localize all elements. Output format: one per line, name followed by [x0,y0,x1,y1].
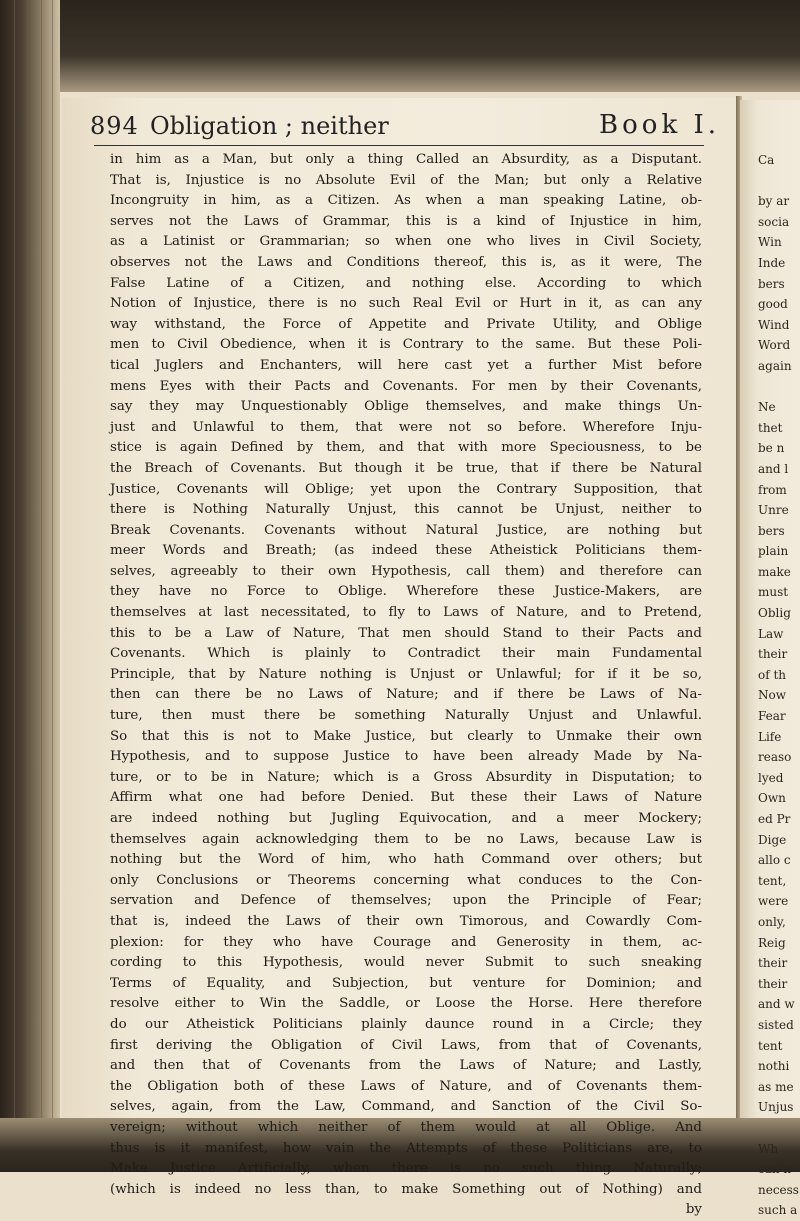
text-line: vereign; without which neither of them would at all Oblige. And [110,1119,702,1135]
margin-word: Wh [758,1141,779,1156]
text-line: ture, then must there be something Naturally Unjust and Unlawful. [110,708,702,724]
margin-word: lyed [758,770,784,785]
text-line: that is, indeed the Laws of their own Timorous, and Cowardly Com- [110,913,702,929]
text-line: serves not the Laws of Grammar, this is a kind of Injustice in him, [110,213,702,229]
text-line: do our Atheistick Politicians plainly daunce round in a Circle; they [110,1016,702,1032]
scan-top-edge [0,0,800,92]
text-line: in him as a Man, but only a thing Called an Absurdity, as a Disputant. [110,152,702,167]
margin-word: Life [758,729,782,744]
text-line: first deriving the Obligation of Civil Laws, from that of Covenants, [110,1037,702,1053]
text-line: there is Nothing Naturally Unjust, this cannot be Unjust, neither to [110,502,702,518]
margin-word: Now [758,688,786,703]
text-line: men to Civil Obedience, when it is Contrary to the same. But these Poli- [110,337,702,353]
text-line: they have no Force to Oblige. Wherefore these Justice-Makers, are [110,584,702,600]
margin-word [758,171,798,192]
margin-word: reaso [758,750,792,765]
text-line: Notion of Injustice, there is no such Real Evil or Hurt in it, as can any [110,296,702,312]
text-line: Terms of Equality, and Subjection, but venture for Dominion; and [110,975,702,991]
margin-word: Reig [758,935,786,950]
margin-word: Ne [758,400,776,415]
text-line: and then that of Covenants from the Laws of Nature; and Lastly, [110,1058,702,1074]
text-line: way withstand, the Force of Appetite and Private Utility, and Oblige [110,316,702,332]
margin-word: and l [758,461,789,476]
margin-word: good [758,297,788,312]
margin-word: their [758,956,788,971]
text-line: Break Covenants. Covenants without Natural Justice, are nothing but [110,522,702,538]
margin-word [758,377,798,398]
margin-word: can n [758,1162,792,1177]
book-label: Book I. [599,110,720,140]
text-line: Incongruity in him, as a Citizen. As when a man speaking Latine, ob- [110,193,702,209]
margin-word: tent [758,1038,783,1053]
margin-word: their [758,976,788,991]
margin-word: Oblig [758,606,791,621]
margin-word: bers [758,523,785,538]
margin-word: only, [758,914,786,929]
margin-word: from [758,482,787,497]
body-text [110,150,702,1221]
margin-word: Dige [758,832,787,847]
text-line: mens Eyes with their Pacts and Covenants. For men by their Covenants, [110,378,702,394]
text-line: this to be a Law of Nature, That men should Stand to their Pacts and [110,625,702,641]
margin-word: socia [758,214,790,229]
text-line: thus is it manifest, how vain the Attempts of these Politicians are, to [110,1140,702,1156]
margin-word [758,1118,798,1139]
margin-word: were [758,894,789,909]
text-line: meer Words and Breath; (as indeed these Atheistick Politicians them- [110,543,702,559]
text-line: themselves at last necessitated, to fly to Laws of Nature, and to Pretend, [110,605,702,621]
margin-word: such a [758,1203,798,1218]
header-rule [94,145,704,146]
text-line: themselves again acknowledging them to be no Laws, because Law is [110,831,702,847]
text-line: selves, agreeably to their own Hypothesis, call them) and therefore can [110,563,702,579]
margin-word: Inde [758,255,786,270]
margin-word: nothi [758,1059,790,1074]
text-line: say they may Unquestionably Oblige themselves, and make things Un- [110,399,702,415]
spine-fiber-line [14,0,15,1172]
margin-word: must [758,585,789,600]
text-line: only Conclusions or Theorems concerning what conduces to the Con- [110,872,702,888]
margin-word: Fear [758,709,786,724]
margin-word: be n [758,441,785,456]
text-line: (which is indeed no less than, to make Something out of Nothing) and [110,1181,702,1197]
margin-word: plain [758,544,789,559]
margin-word: Wind [758,317,790,332]
spine-fiber-line [41,0,42,1172]
margin-word: tent, [758,873,787,888]
text-line: observes not the Laws and Conditions thereof, this is, as it were, The [110,254,702,270]
margin-word: again [758,358,792,373]
text-line: as a Latinist or Grammarian; so when one who lives in Civil Society, [110,234,702,250]
margin-word: sisted [758,1017,794,1032]
page-number: 894 [90,112,139,140]
text-line: Justice, Covenants will Oblige; yet upon the Contrary Supposition, that [110,481,702,497]
margin-word: Law [758,626,784,641]
text-line: Principle, that by Nature nothing is Unjust or Unlawful; for if it be so, [110,666,702,682]
text-line: by [685,1202,702,1218]
margin-word: allo c [758,853,791,868]
text-line: So that this is not to Make Justice, but clearly to Unmake their own [110,728,702,744]
text-line: ture, or to be in Nature; which is a Gross Absurdity in Disputation; to [110,769,702,785]
text-line: That is, Injustice is no Absolute Evil of the Man; but only a Relative [110,172,702,188]
text-line: False Latine of a Citizen, and nothing else. According to which [110,275,702,291]
text-line: Affirm what one had before Denied. But these their Laws of Nature [110,790,702,806]
margin-word: Unre [758,503,789,518]
text-line: cording to this Hypothesis, would never Submit to such sneaking [110,955,702,971]
text-line: the Breach of Covenants. But though it be true, that if there be Natural [110,460,702,476]
margin-word: by ar [758,194,790,209]
text-line: just and Unlawful to them, that were not so before. Wherefore Inju- [110,419,702,435]
text-line: servation and Defence of themselves; upon the Principle of Fear; [110,893,702,909]
text-line: Covenants. Which is plainly to Contradict their main Fundamental [110,646,702,662]
text-line: nothing but the Word of him, who hath Command over others; but [110,852,702,868]
margin-word: make [758,564,791,579]
text-line: stice is again Defined by them, and that with more Speciousness, to be [110,440,702,456]
margin-word: as me [758,1079,794,1094]
spine-fiber-line [52,0,53,1172]
text-line: selves, again, from the Law, Command, and Sanction of the Civil So- [110,1099,702,1115]
margin-word: Ca [758,153,775,167]
text-line: resolve either to Win the Saddle, or Loose the Horse. Here therefore [110,996,702,1012]
book-spine-shadow [0,0,60,1172]
margin-word: bers [758,276,785,291]
margin-word: their [758,647,788,662]
text-line: plexion: for they who have Courage and Generosity in them, ac- [110,934,702,950]
right-page-margin-text [758,150,798,1221]
margin-word: ed Pr [758,812,791,826]
margin-word: Unjus [758,1100,794,1115]
text-line: then can there be no Laws of Nature; and if there be Laws of Na- [110,687,702,703]
margin-word: Win [758,235,782,250]
margin-word: and w [758,997,795,1012]
margin-word: of th [758,667,787,682]
page-header [90,106,730,146]
text-line: Make Justice Artificially, when there is no such thing Naturally; [110,1161,702,1177]
margin-word: Word [758,338,791,353]
spine-fiber-line [27,0,28,1172]
text-line: Hypothesis, and to suppose Justice to have been already Made by Na- [110,749,702,765]
text-line: the Obligation both of these Laws of Nature, and of Covenants them- [110,1078,702,1094]
running-title: Obligation ; neither [150,112,389,140]
text-line: are indeed nothing but Jugling Equivocation, and a meer Mockery; [110,811,702,826]
margin-word: necess [758,1182,799,1197]
text-line: tical Juglers and Enchanters, will here cast yet a further Mist before [110,357,702,373]
margin-word: thet [758,420,783,435]
margin-word: Own [758,791,786,806]
